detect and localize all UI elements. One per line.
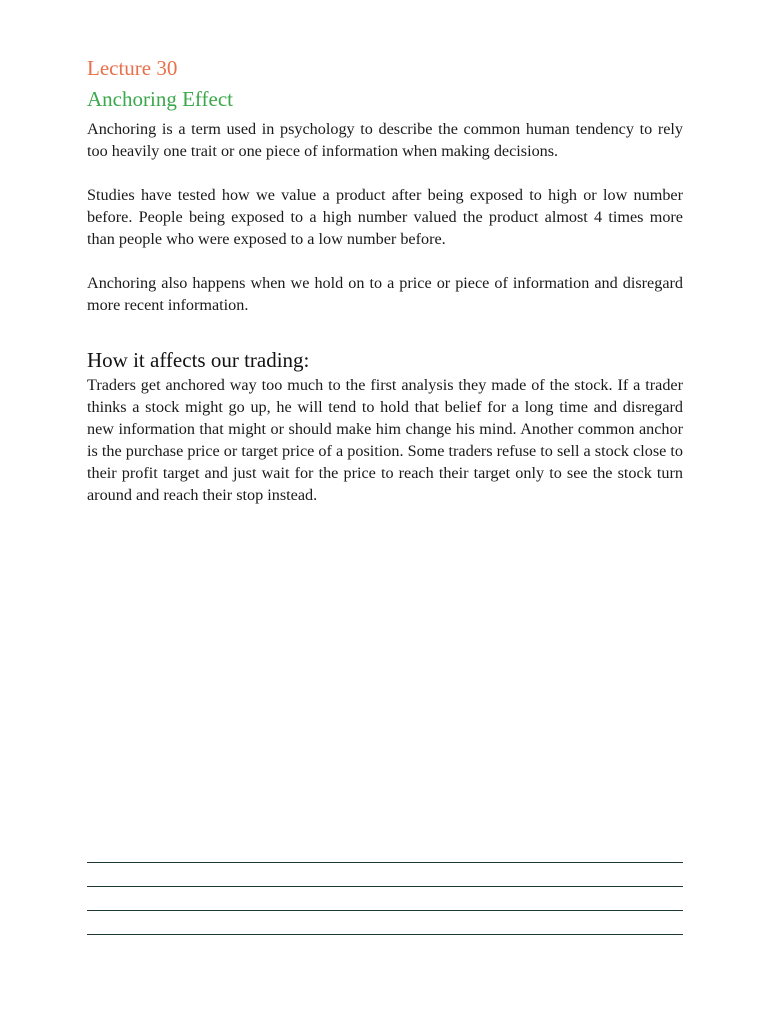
lecture-page xyxy=(87,54,683,528)
trading-section-heading: How it affects our trading: xyxy=(87,348,310,372)
lecture-title: Anchoring Effect xyxy=(87,87,233,111)
intro-paragraph-3: Anchoring also happens when we hold on to a price or piece of information and disregard more recent information. xyxy=(87,274,683,314)
intro-paragraph-2: Studies have tested how we value a product after being exposed to high or low number before. People being exposed to a high number valued the product almost 4 times more than people who were exposed to a low number before. xyxy=(87,186,683,248)
note-line xyxy=(87,910,683,911)
lecture-number: Lecture 30 xyxy=(87,56,178,80)
note-line xyxy=(87,886,683,887)
note-line xyxy=(87,862,683,863)
intro-paragraph-1: Anchoring is a term used in psychology to describe the common human tendency to rely too heavily one trait or one piece of information when making decisions. xyxy=(87,120,683,160)
trading-section-paragraph: Traders get anchored way too much to the first analysis they made of the stock. If a trader thinks a stock might go up, he will tend to hold that belief for a long time and disregard new information that might or should make him change his mind. Another common anchor is the purchase price or target price of a position. Some traders refuse to sell a stock close to their profit target and just wait for the price to reach their target only to see the stock turn around and reach their stop instead. xyxy=(87,376,683,504)
note-lines xyxy=(87,862,683,958)
note-line xyxy=(87,934,683,935)
